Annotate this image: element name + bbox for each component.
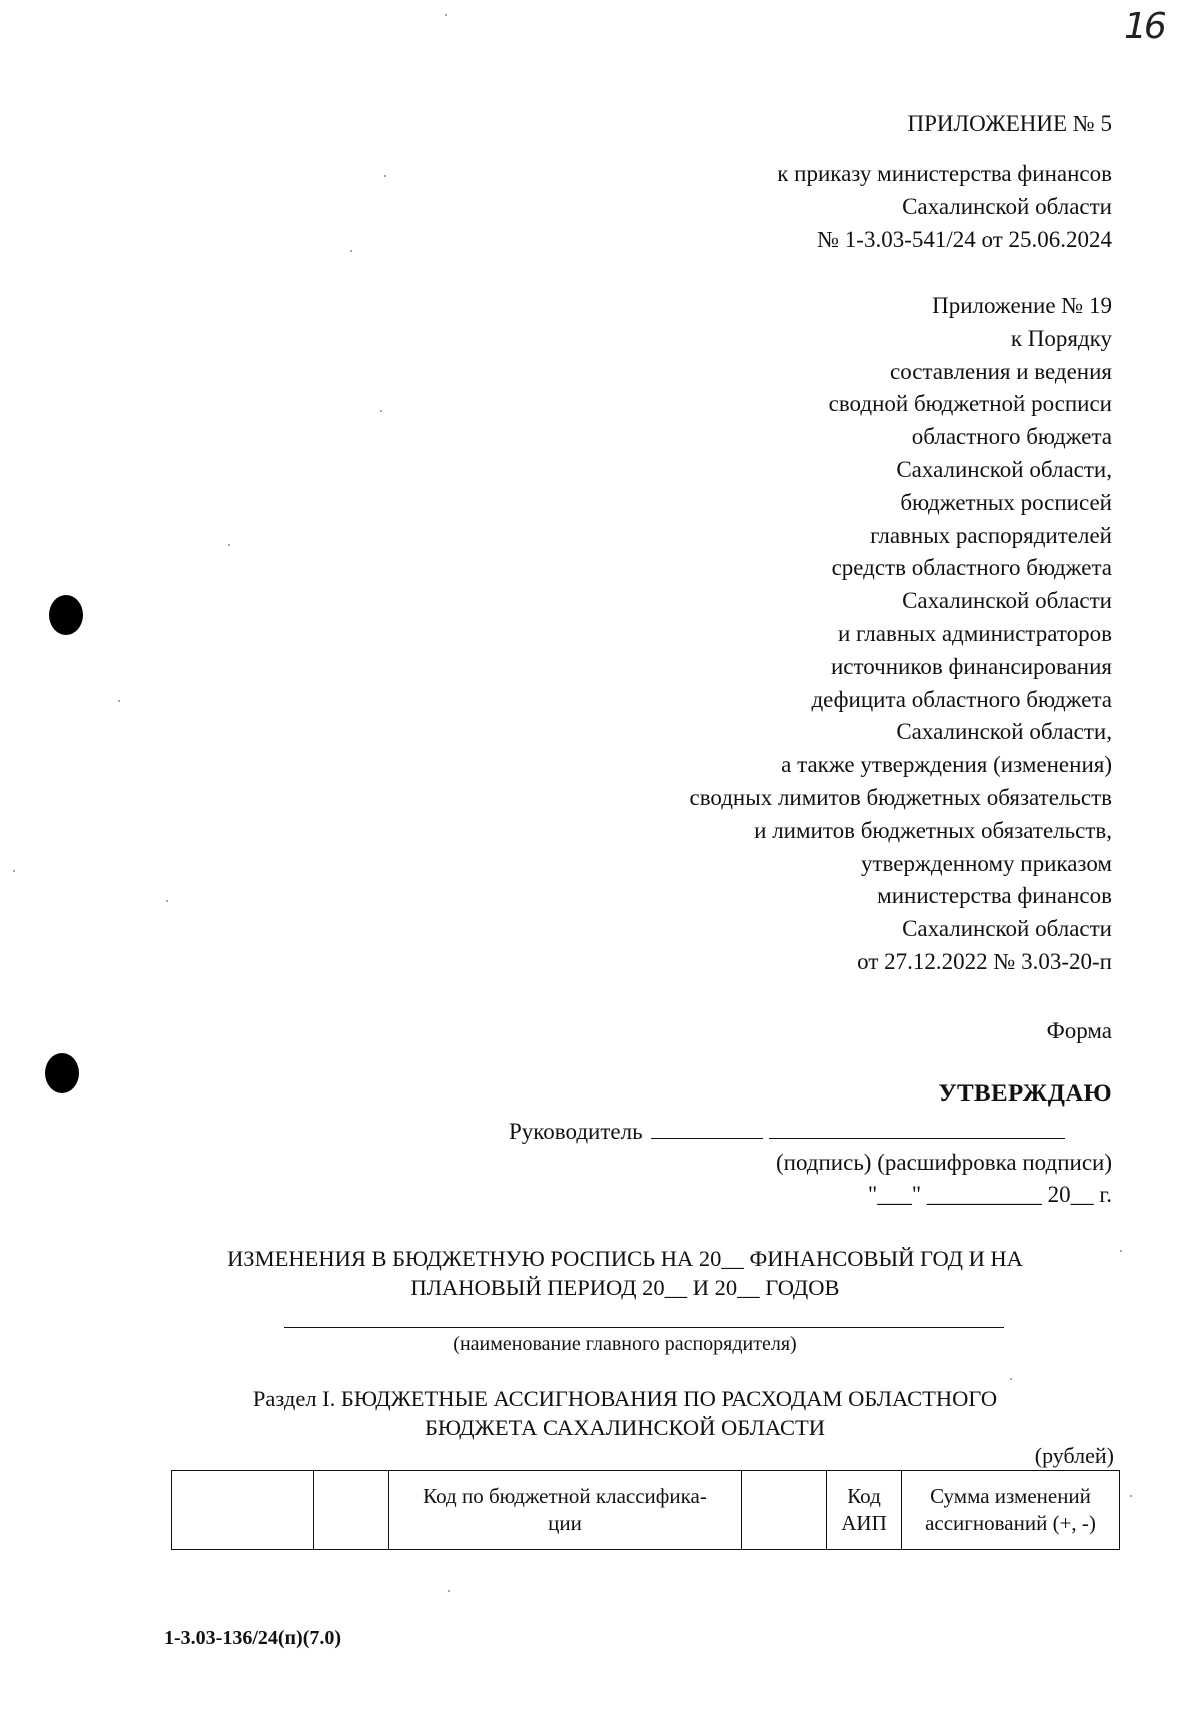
procedure-reference-line: сводной бюджетной росписи	[828, 391, 1112, 417]
punch-hole-bottom	[45, 1053, 79, 1093]
procedure-reference-line: средств областного бюджета	[831, 555, 1112, 581]
order-reference-line: № 1-3.03-541/24 от 25.06.2024	[817, 226, 1112, 252]
procedure-reference-line: Сахалинской области	[902, 916, 1112, 942]
procedure-reference-line: дефицита областного бюджета	[811, 686, 1112, 712]
scan-speck	[1130, 1495, 1132, 1497]
section-title-line: БЮДЖЕТА САХАЛИНСКОЙ ОБЛАСТИ	[424, 1415, 826, 1440]
page-number: 16	[1124, 6, 1164, 47]
approval-date-line: "___" __________ 20__ г.	[867, 1182, 1112, 1207]
procedure-reference-line: и лимитов бюджетных обязательств,	[754, 817, 1112, 843]
units-label: (рублей)	[1034, 1443, 1114, 1468]
table-header-sum-changes: Сумма изменений ассигнований (+, -)	[902, 1471, 1120, 1550]
scan-speck	[13, 870, 15, 872]
procedure-reference-line: главных распорядителей	[870, 522, 1112, 548]
signature-caption: (подпись) (расшифровка подписи)	[775, 1150, 1112, 1175]
punch-hole-top	[49, 595, 83, 635]
budget-allocations-table	[171, 1470, 1120, 1550]
table-header-cell	[742, 1471, 827, 1550]
procedure-reference-line: утвержденному приказом	[861, 850, 1112, 876]
section-title-line: Раздел I. БЮДЖЕТНЫЕ АССИГНОВАНИЯ ПО РАСХОДАМ ОБЛАСТНОГО	[252, 1386, 998, 1411]
order-reference-line: к приказу министерства финансов	[777, 161, 1112, 186]
scan-speck	[1120, 1250, 1122, 1252]
head-label: Руководитель	[509, 1119, 643, 1144]
scan-speck	[384, 175, 386, 177]
procedure-reference-line: а также утверждения (изменения)	[781, 752, 1112, 778]
procedure-reference-line: от 27.12.2022 № 3.03-20-п	[857, 948, 1112, 974]
procedure-reference-line: министерства финансов	[877, 883, 1112, 909]
procedure-reference-line: областного бюджета	[911, 424, 1112, 450]
procedure-reference-line: Сахалинской области	[902, 588, 1112, 614]
procedure-reference-line: сводных лимитов бюджетных обязательств	[689, 784, 1112, 810]
scan-speck	[118, 700, 120, 702]
scan-speck	[1010, 1378, 1012, 1380]
procedure-reference-line: бюджетных росписей	[900, 489, 1112, 515]
table-header-cell	[172, 1471, 314, 1550]
signature-name-field[interactable]	[769, 1116, 1065, 1139]
signature-field[interactable]	[651, 1116, 763, 1139]
procedure-reference-line: Сахалинской области,	[896, 456, 1112, 482]
approval-title: УТВЕРЖДАЮ	[938, 1080, 1112, 1107]
chief-manager-field[interactable]	[284, 1327, 1004, 1328]
order-reference	[777, 158, 1112, 256]
document-title-line: ИЗМЕНЕНИЯ В БЮДЖЕТНУЮ РОСПИСЬ НА 20__ ФИНАНСОВЫЙ ГОД И НА	[227, 1246, 1023, 1271]
table-header-row	[172, 1471, 1120, 1550]
scan-speck	[350, 250, 352, 252]
approval-head-line	[509, 1116, 1112, 1145]
chief-manager-caption: (наименование главного распорядителя)	[453, 1333, 797, 1355]
table-header-cell	[314, 1471, 389, 1550]
procedure-reference-line: Сахалинской области,	[896, 719, 1112, 745]
scan-speck	[228, 544, 230, 546]
section-title	[130, 1384, 1120, 1442]
scan-speck	[445, 14, 447, 16]
procedure-reference-line: Приложение № 19	[932, 293, 1112, 318]
document-code: 1-3.03-136/24(п)(7.0)	[164, 1627, 342, 1649]
procedure-reference-line: и главных администраторов	[837, 620, 1112, 646]
procedure-reference-line: составления и ведения	[889, 358, 1112, 384]
table-header-classification-code: Код по бюджетной классифика- ции	[389, 1471, 742, 1550]
appendix-title: ПРИЛОЖЕНИЕ № 5	[907, 111, 1112, 136]
table-header-aip-code: Код АИП	[827, 1471, 902, 1550]
procedure-reference-line: к Порядку	[1010, 325, 1112, 351]
scan-speck	[380, 410, 382, 412]
document-title-line: ПЛАНОВЫЙ ПЕРИОД 20__ И 20__ ГОДОВ	[410, 1275, 840, 1300]
form-label: Форма	[1046, 1018, 1112, 1043]
document-title	[130, 1244, 1120, 1302]
procedure-reference	[689, 290, 1112, 979]
order-reference-line: Сахалинской области	[902, 193, 1112, 219]
procedure-reference-line: источников финансирования	[831, 653, 1112, 679]
scan-speck	[166, 900, 168, 902]
scan-speck	[448, 1590, 450, 1592]
